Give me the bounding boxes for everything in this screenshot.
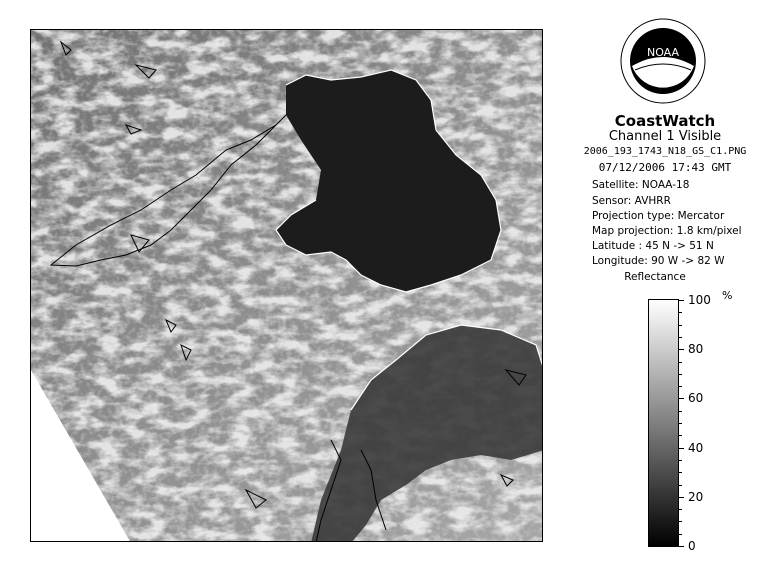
colorbar-minor-tick xyxy=(679,497,682,498)
satellite-label: Satellite: NOAA-18 xyxy=(592,179,690,191)
channel-label: Channel 1 Visible xyxy=(608,129,722,144)
colorbar-minor-tick xyxy=(679,448,682,449)
datetime-label: 07/12/2006 17:43 GMT xyxy=(598,161,732,174)
colorbar-minor-tick xyxy=(679,411,682,412)
colorbar-minor-tick xyxy=(679,374,682,375)
satellite-image xyxy=(30,29,543,542)
brand-title: CoastWatch xyxy=(614,112,716,130)
map-svg xyxy=(31,30,543,542)
colorbar-minor-tick xyxy=(679,423,682,424)
noaa-logo xyxy=(620,18,706,104)
latitude-label: Latitude : 45 N -> 51 N xyxy=(592,240,714,252)
colorbar-minor-tick xyxy=(679,300,682,301)
colorbar-minor-tick xyxy=(679,337,682,338)
colorbar-tick-label: 0 xyxy=(688,539,696,553)
colorbar-minor-tick xyxy=(679,386,682,387)
colorbar-minor-tick xyxy=(679,362,682,363)
colorbar-minor-tick xyxy=(679,472,682,473)
colorbar-tick-label: 40 xyxy=(688,440,704,455)
colorbar-minor-tick xyxy=(679,349,682,350)
colorbar-minor-tick xyxy=(679,521,682,522)
colorbar xyxy=(648,299,679,547)
projection-type-label: Projection type: Mercator xyxy=(592,210,725,222)
colorbar-tick-label: 100 xyxy=(688,293,711,307)
colorbar-minor-tick xyxy=(679,325,682,326)
colorbar-minor-tick xyxy=(679,398,682,399)
colorbar-tick-label: 20 xyxy=(688,489,704,504)
colorbar-tick-label: 60 xyxy=(688,391,704,406)
colorbar-unit: % xyxy=(722,289,733,302)
longitude-label: Longitude: 90 W -> 82 W xyxy=(592,255,725,267)
colorbar-minor-tick xyxy=(679,435,682,436)
colorbar-minor-tick xyxy=(679,546,682,547)
filename-label: 2006_193_1743_N18_GS_C1.PNG xyxy=(583,146,747,157)
colorbar-minor-tick xyxy=(679,509,682,510)
colorbar-title: Reflectance xyxy=(624,271,686,283)
colorbar-minor-tick xyxy=(679,312,682,313)
colorbar-minor-tick xyxy=(679,460,682,461)
colorbar-minor-tick xyxy=(679,485,682,486)
sensor-label: Sensor: AVHRR xyxy=(592,195,671,207)
colorbar-minor-tick xyxy=(679,534,682,535)
logo-text: NOAA xyxy=(646,46,680,59)
map-projection-label: Map projection: 1.8 km/pixel xyxy=(592,225,742,237)
colorbar-tick-label: 80 xyxy=(688,342,704,357)
